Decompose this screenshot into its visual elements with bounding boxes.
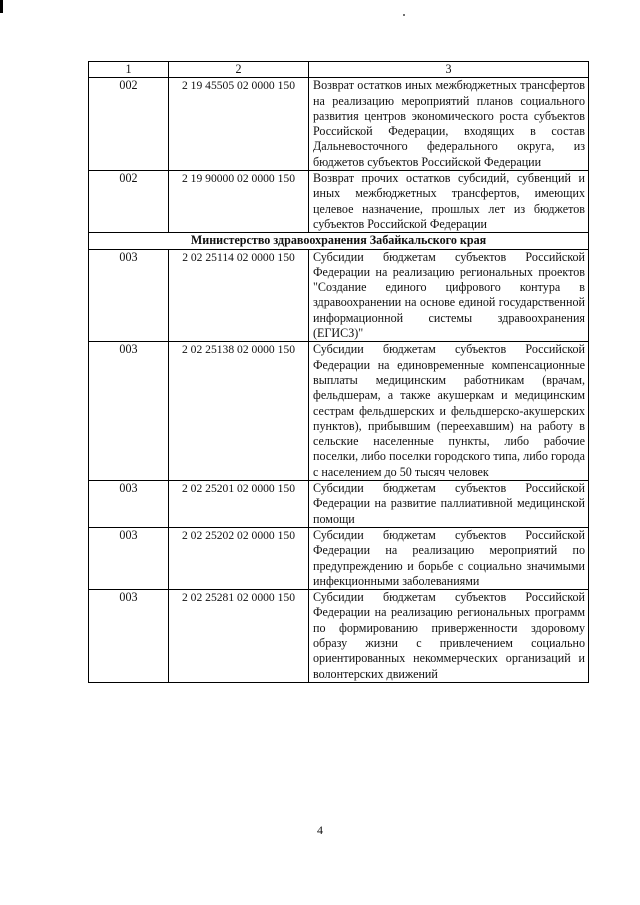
column-header-1: 1: [89, 62, 169, 78]
admin-code-cell: 002: [89, 78, 169, 171]
budget-codes-table: [88, 61, 589, 683]
table-row: [89, 481, 589, 528]
admin-code-cell: 003: [89, 481, 169, 528]
description-cell: Возврат прочих остатков субсидий, субвенций и иных межбюджетных трансфертов, имеющих целевое назначение, прошлых лет из бюджетов субъектов Российской Федерации: [309, 171, 589, 233]
admin-code-cell: 002: [89, 171, 169, 233]
budget-code-cell: 2 02 25138 02 0000 150: [169, 342, 309, 481]
admin-code-cell: 003: [89, 527, 169, 589]
scan-edge-mark: [0, 0, 3, 13]
table-row: [89, 590, 589, 683]
budget-code-cell: 2 02 25281 02 0000 150: [169, 590, 309, 683]
page-number: 4: [317, 823, 323, 837]
description-cell: Субсидии бюджетам субъектов Российской Федерации на реализацию региональных проектов "Создание единого цифрового контура в здравоохранении на основе единой государственной информационной системы здравоохранения (ЕГИСЗ)": [309, 249, 589, 342]
table-row: [89, 78, 589, 171]
description-cell: Субсидии бюджетам субъектов Российской Федерации на реализацию региональных программ по формированию приверженности здоровому образу жизни с привлечением социально ориентированных некоммерческих организаций и волонтерских движений: [309, 590, 589, 683]
header-row: [89, 62, 589, 78]
section-title: Министерство здравоохранения Забайкальского края: [89, 233, 589, 249]
section-header-row: [89, 233, 589, 249]
table-row: [89, 342, 589, 481]
table-row: [89, 171, 589, 233]
column-header-3: 3: [309, 62, 589, 78]
budget-code-cell: 2 02 25201 02 0000 150: [169, 481, 309, 528]
description-cell: Субсидии бюджетам субъектов Российской Федерации на реализацию мероприятий по предупреждению и борьбе с социально значимыми инфекционными заболеваниями: [309, 527, 589, 589]
column-header-2: 2: [169, 62, 309, 78]
budget-code-cell: 2 02 25114 02 0000 150: [169, 249, 309, 342]
scan-dot: [403, 14, 405, 16]
admin-code-cell: 003: [89, 342, 169, 481]
table-row: [89, 249, 589, 342]
table-row: [89, 527, 589, 589]
description-cell: Субсидии бюджетам субъектов Российской Федерации на развитие паллиативной медицинской помощи: [309, 481, 589, 528]
admin-code-cell: 003: [89, 249, 169, 342]
description-cell: Возврат остатков иных межбюджетных трансфертов на реализацию мероприятий планов социального развития центров экономического роста субъектов Российской Федерации, входящих в состав Дальневосточного федерального округа, из бюджетов субъектов Российской Федерации: [309, 78, 589, 171]
budget-code-cell: 2 19 45505 02 0000 150: [169, 78, 309, 171]
description-cell: Субсидии бюджетам субъектов Российской Федерации на единовременные компенсационные выплаты медицинским работникам (врачам, фельдшерам, а также акушеркам и медицинским сестрам фельдшерских и фельдшерско-акушерских пунктов), прибывшим (переехавшим) на работу в сельские населенные пункты, либо рабочие поселки, либо поселки городского типа, либо города с населением до 50 тысяч человек: [309, 342, 589, 481]
budget-code-cell: 2 19 90000 02 0000 150: [169, 171, 309, 233]
admin-code-cell: 003: [89, 590, 169, 683]
budget-code-cell: 2 02 25202 02 0000 150: [169, 527, 309, 589]
